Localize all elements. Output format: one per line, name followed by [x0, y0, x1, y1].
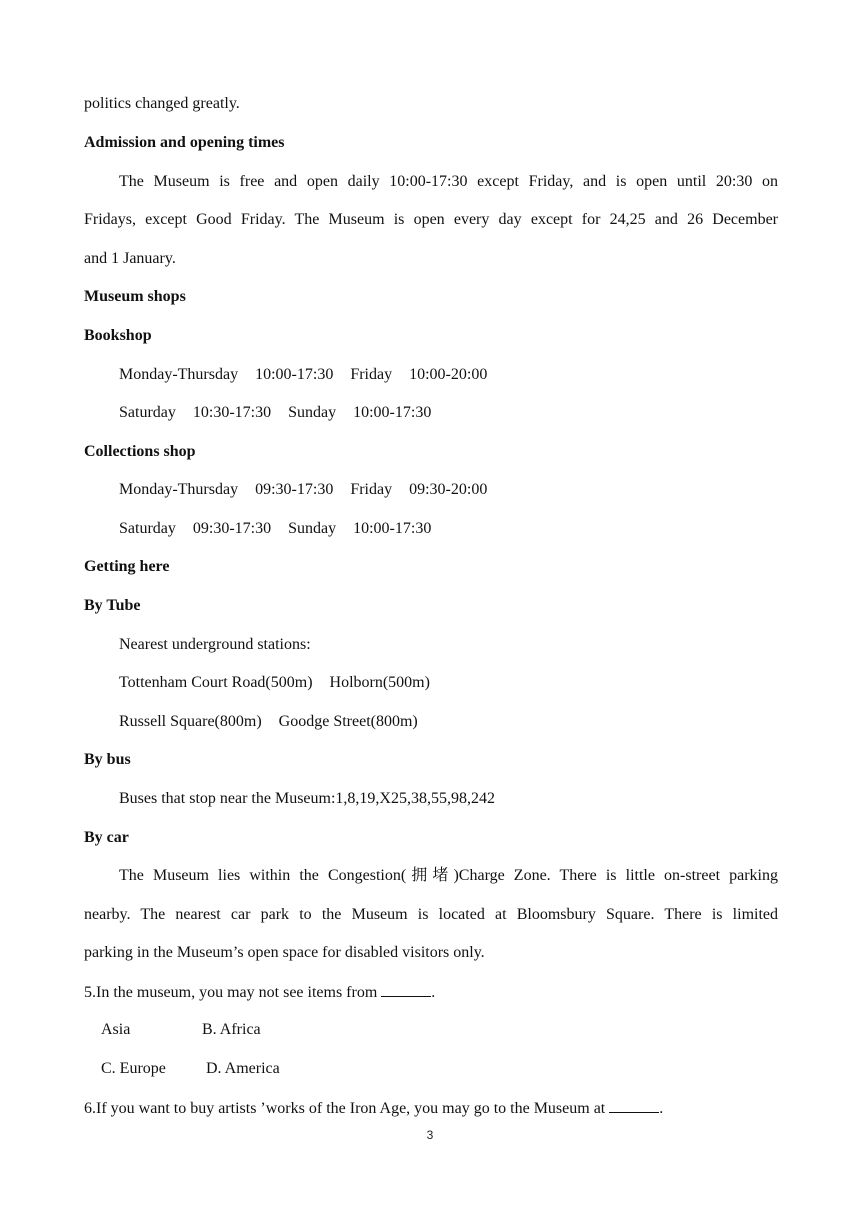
tube-intro: Nearest underground stations: [119, 636, 311, 653]
heading-getting-here: Getting here [84, 558, 170, 575]
hours-value: 09:30-17:30 [192, 520, 272, 537]
hours-value: 10:00-17:30 [353, 404, 432, 421]
paragraph-fragment: politics changed greatly. [84, 95, 240, 112]
day-label: Monday-Thursday [119, 481, 239, 498]
bus-text: Buses that stop near the Museum:1,8,19,X25,38,55,98,242 [119, 790, 495, 807]
station-name: Holborn(500m) [329, 674, 430, 691]
heading-bookshop: Bookshop [84, 327, 152, 344]
heading-by-tube: By Tube [84, 597, 141, 614]
question-stem: 5.In the museum, you may not see items from [84, 984, 378, 1001]
heading-admission: Admission and opening times [84, 134, 285, 151]
hours-value: 10:00-17:30 [353, 520, 432, 537]
answer-blank [381, 982, 431, 997]
bookshop-hours-row [119, 365, 778, 385]
station-row [119, 673, 778, 693]
day-label: Saturday [119, 404, 176, 421]
question-6: 6.If you want to buy artists ’works of the Iron Age, you may go to the Museum at . [84, 1100, 664, 1117]
question-stem: 6.If you want to buy artists ’works of the Iron Age, you may go to the Museum at [84, 1100, 606, 1117]
hours-value: 09:30-20:00 [409, 481, 488, 498]
bookshop-hours-row [119, 403, 778, 423]
station-row [119, 712, 778, 732]
day-label: Friday [350, 366, 393, 383]
page-number: 3 [426, 1128, 434, 1142]
car-text-line: nearby. The nearest car park to the Museum is located at Bloomsbury Square. There is limited [84, 906, 778, 923]
station-name: Russell Square(800m) [119, 713, 262, 730]
car-text-line: parking in the Museum’s open space for disabled visitors only. [84, 944, 485, 961]
day-label: Friday [350, 481, 393, 498]
heading-by-bus: By bus [84, 751, 131, 768]
collections-hours-row [119, 519, 778, 539]
station-name: Goodge Street(800m) [278, 713, 418, 730]
collections-hours-row [119, 480, 778, 500]
option-a[interactable]: Asia [101, 1021, 131, 1038]
hours-value: 09:30-17:30 [255, 481, 334, 498]
option-c[interactable]: C. Europe [101, 1060, 166, 1077]
day-label: Sunday [288, 404, 337, 421]
hours-value: 10:00-20:00 [409, 366, 488, 383]
day-label: Monday-Thursday [119, 366, 239, 383]
station-name: Tottenham Court Road(500m) [119, 674, 313, 691]
heading-collections-shop: Collections shop [84, 443, 196, 460]
option-b[interactable]: B. Africa [202, 1021, 261, 1038]
option-d[interactable]: D. America [206, 1060, 280, 1077]
day-label: Saturday [119, 520, 176, 537]
question-5: 5.In the museum, you may not see items from . [84, 984, 436, 1001]
hours-value: 10:30-17:30 [192, 404, 272, 421]
heading-by-car: By car [84, 829, 129, 846]
admission-text-line: and 1 January. [84, 250, 176, 267]
heading-museum-shops: Museum shops [84, 288, 186, 305]
car-text-line: The Museum lies within the Congestion(拥堵)Charge Zone. There is little on-street parking [119, 867, 778, 884]
hours-value: 10:00-17:30 [255, 366, 334, 383]
admission-text-line: Fridays, except Good Friday. The Museum is open every day except for 24,25 and 26 December [84, 211, 778, 228]
answer-blank [609, 1098, 659, 1113]
day-label: Sunday [288, 520, 337, 537]
admission-text-line: The Museum is free and open daily 10:00-17:30 except Friday, and is open until 20:30 on [119, 173, 778, 190]
